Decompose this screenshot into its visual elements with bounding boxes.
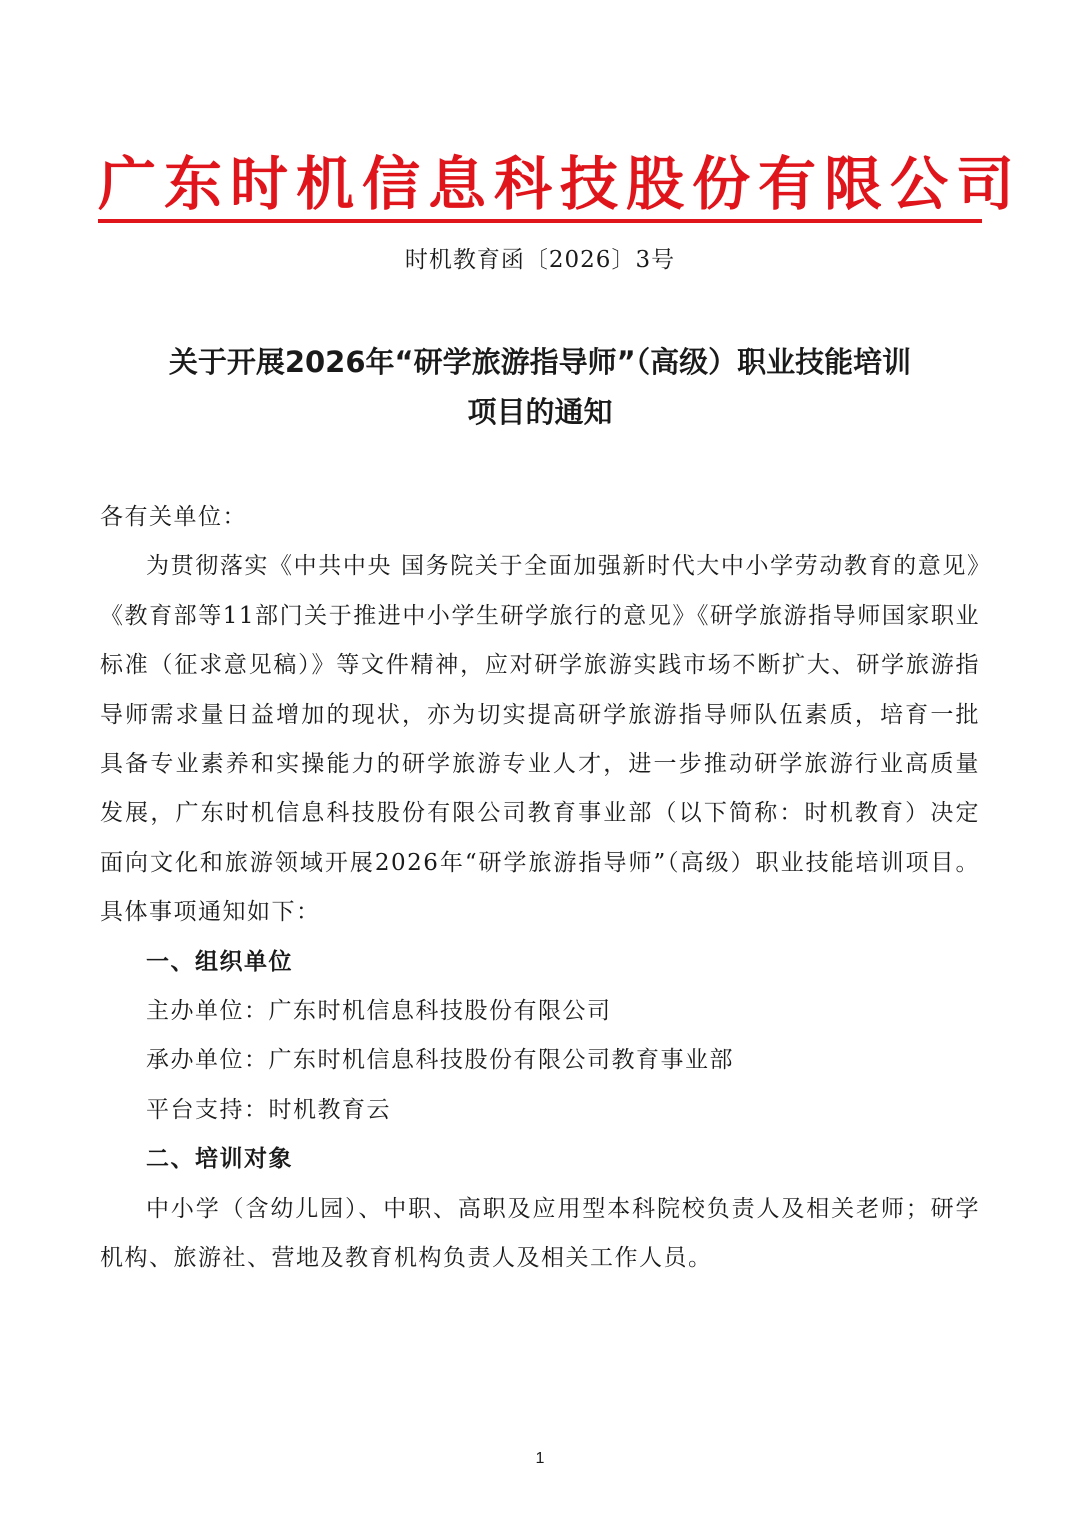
notice-title-line-1: 关于开展2026年“研学旅游指导师”（高级）职业技能培训 (168, 345, 912, 379)
company-header: 广东时机信息科技股份有限公司 (98, 150, 1023, 218)
notice-title (80, 337, 1000, 437)
section-heading-organizers: 一、组织单位 (146, 948, 293, 975)
platform-support: 平台支持：时机教育云 (146, 1096, 391, 1123)
section-heading-audience: 二、培训对象 (146, 1146, 293, 1173)
notice-title-line-2: 项目的通知 (467, 395, 613, 429)
document-number: 时机教育函〔2026〕3号 (404, 247, 676, 273)
salutation: 各有关单位： (100, 504, 247, 530)
organizer-unit: 承办单位：广东时机信息科技股份有限公司教育事业部 (146, 1047, 734, 1074)
document-body (100, 493, 980, 1284)
intro-paragraph: 为贯彻落实《中共中央 国务院关于全面加强新时代大中小学劳动教育的意见》《教育部等11部门关于推进中小学生研学旅行的意见》《研学旅游指导师国家职业标准（征求意见稿）》等文件精神，应对研学旅游实践市场不断扩大、研学旅游指导师需求量日益增加的现状，亦为切实提高研学旅游指导师队伍素质，培育一批具备专业素养和实操能力的研学旅游专业人才，进一步推动研学旅游行业高质量发展，广东时机信息科技股份有限公司教育事业部（以下简称：时机教育）决定面向文化和旅游领域开展2026年“研学旅游指导师”（高级）职业技能培训项目。具体事项通知如下： (100, 553, 980, 926)
audience-paragraph: 中小学（含幼儿园）、中职、高职及应用型本科院校负责人及相关老师；研学机构、旅游社、营地及教育机构负责人及相关工作人员。 (100, 1195, 980, 1272)
page-number: 1 (535, 1450, 545, 1467)
host-unit: 主办单位：广东时机信息科技股份有限公司 (146, 998, 612, 1025)
red-divider (98, 219, 982, 223)
